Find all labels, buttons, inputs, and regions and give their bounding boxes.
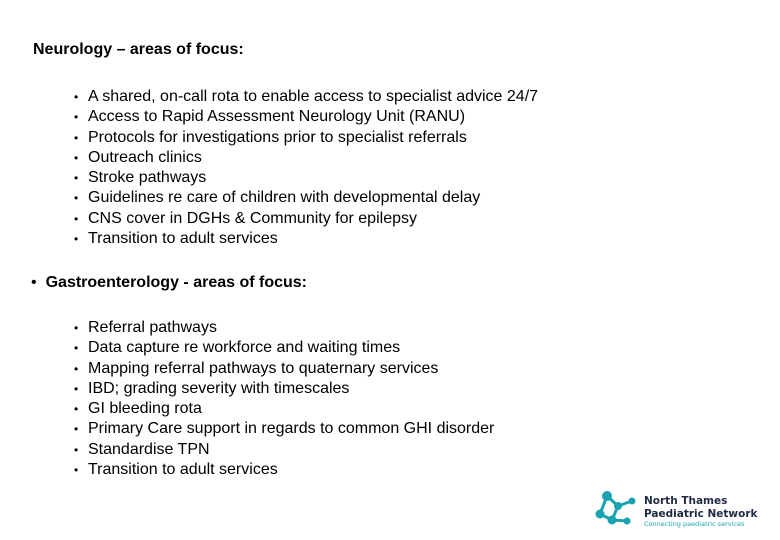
list-item-text: Standardise TPN	[88, 440, 210, 458]
list-item-text: Protocols for investigations prior to specialist referrals	[88, 128, 467, 146]
list-item	[74, 338, 494, 358]
list-item	[74, 107, 538, 127]
list-item-text: Transition to adult services	[88, 461, 278, 479]
bullet-dot: •	[74, 232, 79, 247]
bullet-dot: •	[74, 361, 79, 376]
list-item	[74, 128, 538, 148]
list-item	[74, 87, 538, 107]
list-item-text: Referral pathways	[88, 319, 217, 336]
bullet-dot: •	[74, 463, 79, 478]
gastroenterology-heading-text: Gastroenterology - areas of focus:	[45, 274, 307, 291]
list-item-text: Access to Rapid Assessment Neurology Unit (RANU)	[88, 108, 466, 126]
bullet-dot: •	[74, 191, 79, 206]
list-item-text: CNS cover in DGHs & Community for epilepsy	[88, 209, 417, 227]
list-item-text: Data capture re workforce and waiting times	[88, 339, 401, 357]
list-item	[74, 318, 494, 338]
list-item	[74, 229, 538, 249]
list-item	[74, 419, 494, 439]
bullet-dot: •	[74, 110, 79, 125]
logo-line-2: Paediatric Network	[644, 507, 758, 520]
neurology-heading: Neurology – areas of focus:	[33, 41, 244, 58]
bullet-dot: •	[74, 341, 79, 356]
network-logo	[594, 488, 774, 534]
list-item	[74, 399, 494, 419]
network-nodes-icon	[594, 488, 640, 528]
bullet-dot: •	[31, 274, 37, 291]
logo-line-1: North Thames	[644, 495, 728, 507]
list-item-text: IBD; grading severity with timescales	[88, 379, 350, 397]
bullet-dot: •	[74, 321, 79, 335]
list-item	[74, 440, 494, 460]
bullet-dot: •	[74, 442, 79, 457]
list-item	[74, 148, 538, 168]
bullet-dot: •	[74, 402, 79, 417]
list-item-text: Guidelines re care of children with developmental delay	[88, 189, 481, 207]
gastroenterology-heading	[31, 274, 307, 292]
list-item	[74, 209, 538, 229]
list-item	[74, 168, 538, 188]
list-item-text: Transition to adult services	[88, 230, 278, 248]
logo-tagline: Connecting paediatric services	[644, 520, 745, 528]
list-item-text: Mapping referral pathways to quaternary services	[88, 359, 439, 377]
gastroenterology-focus-list	[74, 318, 494, 480]
list-item-text: Stroke pathways	[88, 169, 207, 187]
list-item-text: Outreach clinics	[88, 148, 202, 166]
list-item	[74, 460, 494, 480]
list-item	[74, 379, 494, 399]
bullet-dot: •	[74, 90, 79, 104]
bullet-dot: •	[74, 130, 79, 145]
list-item	[74, 188, 538, 208]
list-item	[74, 359, 494, 379]
list-item-text: Primary Care support in regards to common GHI disorder	[88, 420, 495, 438]
list-item-text: GI bleeding rota	[88, 400, 202, 418]
bullet-dot: •	[74, 171, 79, 186]
bullet-dot: •	[74, 381, 79, 396]
bullet-dot: •	[74, 422, 79, 437]
logo-wordmark	[644, 495, 758, 529]
neurology-focus-list	[74, 87, 538, 249]
bullet-dot: •	[74, 150, 79, 165]
bullet-dot: •	[74, 211, 79, 226]
list-item-text: A shared, on-call rota to enable access to specialist advice 24/7	[88, 88, 539, 105]
